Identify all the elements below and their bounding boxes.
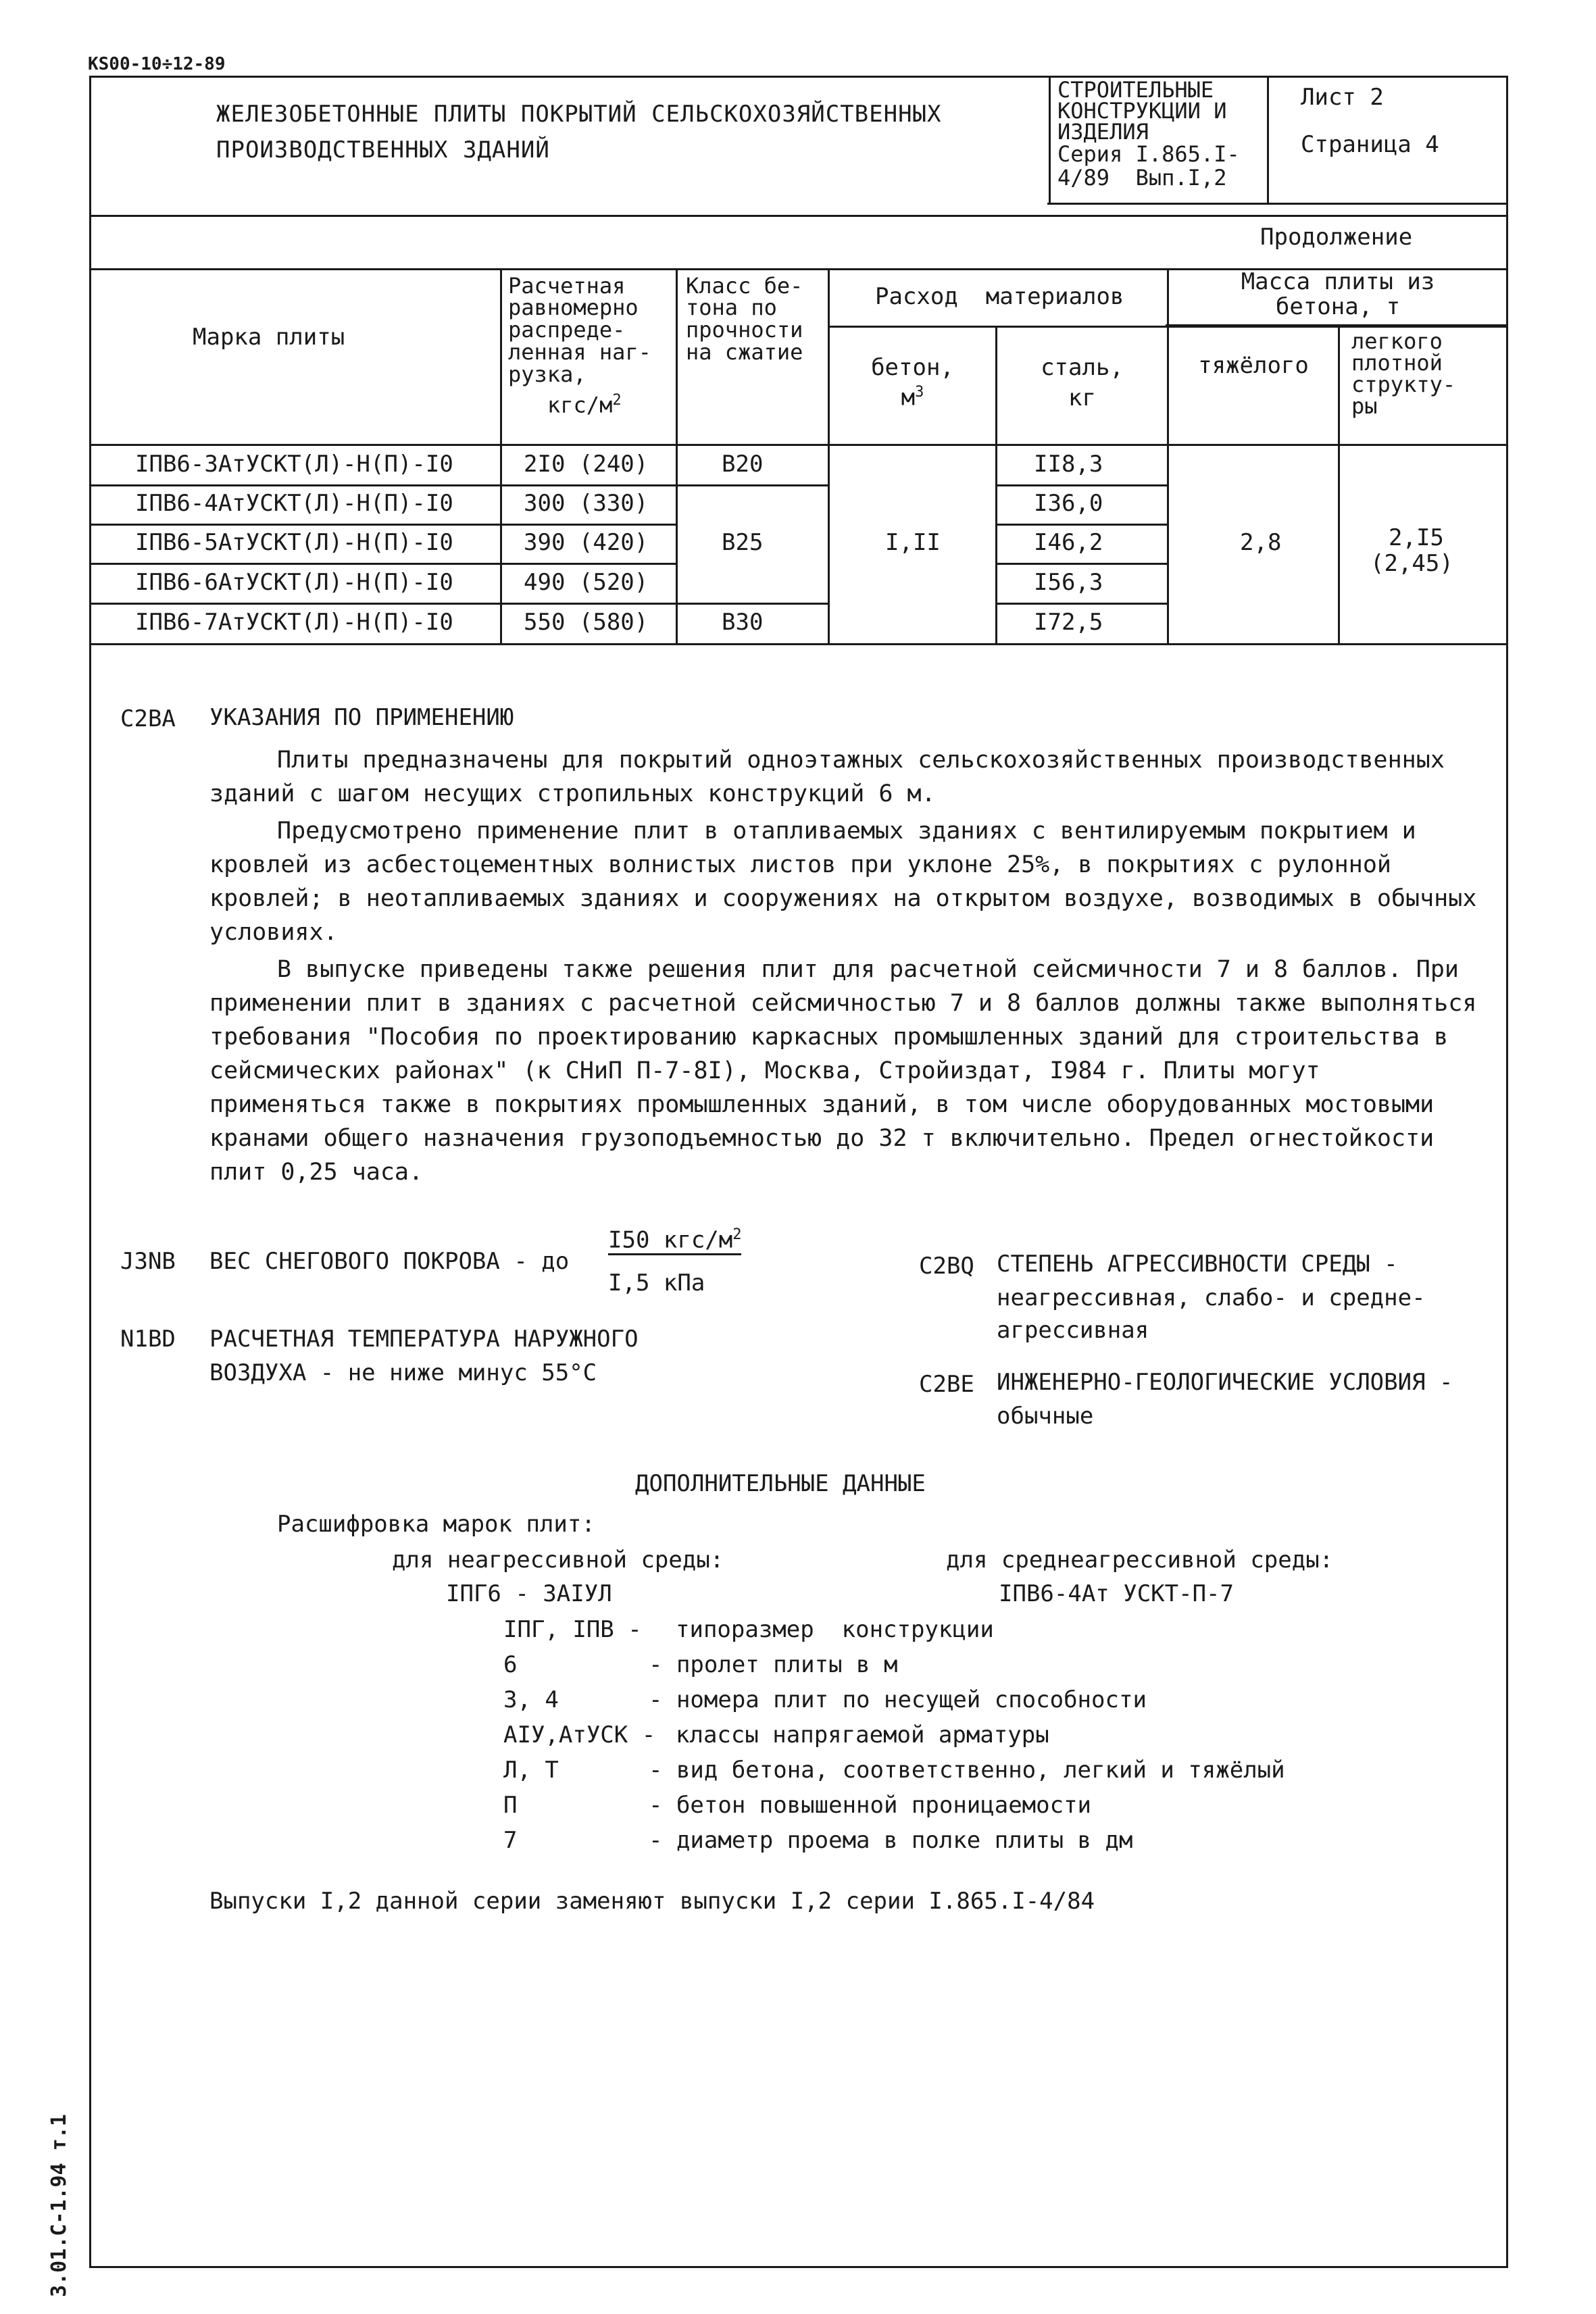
col-header-class-1: Класс бе- <box>686 273 803 299</box>
row2-steel: I36,0 <box>1034 490 1103 517</box>
page-number: Страница 4 <box>1301 131 1439 158</box>
usage-paragraph-1: Плиты предназначены для покрытий одноэтажных сельскохозяйственных производственных зданий с шагом несущих стропильных конструкций 6 м. <box>209 747 1445 807</box>
concrete-volume: I,II <box>885 529 941 556</box>
temp-code: N1BD <box>120 1326 176 1353</box>
doc-title-line1: ЖЕЛЕЗОБЕТОННЫЕ ПЛИТЫ ПОКРЫТИЙ СЕЛЬСКОХОЗЯЙСТВЕННЫХ <box>216 101 942 128</box>
row1-steel: II8,3 <box>1034 451 1103 478</box>
snow-label: ВЕС СНЕГОВОГО ПОКРОВА - до <box>209 1248 570 1275</box>
aggr-line3: агрессивная <box>997 1317 1149 1344</box>
col-header-class-4: на сжатие <box>686 339 803 365</box>
usage-paragraph-2: Предусмотрено применение плит в отапливаемых зданиях с вентилируемым покрытием и кровлей из асбестоцементных волнистых листов при уклоне 25%, в покрытиях с рулонной кровлей; в неотапливаемых зданиях и сооружениях на открытом воздухе, возводимых в обычных условиях. <box>209 818 1477 946</box>
legend-desc-1: типоразмер конструкции <box>676 1616 994 1643</box>
continuation-label: Продолжение <box>1260 224 1413 251</box>
col-header-load-1: Расчетная <box>508 273 626 299</box>
legend-desc-3: - номера плит по несущей способности <box>649 1686 1147 1713</box>
col-header-load-2: равномерно <box>508 295 639 320</box>
row3-mark: IПВ6-5АтУСКТ(Л)-Н(П)-I0 <box>135 529 453 556</box>
row1-load: 2I0 (240) <box>524 451 649 478</box>
row3-load: 390 (420) <box>524 529 649 556</box>
col-header-heavy: тяжёлого <box>1198 352 1309 379</box>
col-header-light-2: плотной <box>1351 350 1443 376</box>
aggr-line2: неагрессивная, слабо- и средне- <box>997 1284 1426 1311</box>
legend-key-1: IПГ, IПВ - <box>503 1616 642 1643</box>
row2-load: 300 (330) <box>524 490 649 517</box>
row4-load: 490 (520) <box>524 569 649 596</box>
temp-line2: ВОЗДУХА - не ниже минус 55°С <box>209 1359 597 1386</box>
class-b20: B20 <box>722 451 764 478</box>
mass-heavy: 2,8 <box>1240 529 1282 556</box>
col-header-load-3: распреде- <box>508 317 626 343</box>
col-header-class-2: тона по <box>686 295 777 320</box>
right-env-label: для среднеагрессивной среды: <box>946 1546 1334 1574</box>
geo-line1: ИНЖЕНЕРНО-ГЕОЛОГИЧЕСКИЕ УСЛОВИЯ - <box>997 1369 1453 1396</box>
snow-load-kpa: I,5 кПа <box>608 1269 705 1297</box>
right-example: IПВ6-4Ат УСКТ-П-7 <box>999 1580 1234 1607</box>
col-header-steel: сталь, <box>1041 354 1124 381</box>
series-line2: КОНСТРУКЦИИ И <box>1057 98 1227 124</box>
col-header-light-3: структу- <box>1351 372 1456 397</box>
mass-light: 2,I5 <box>1389 524 1444 551</box>
col-header-mass-2: бетона, т <box>1275 293 1401 320</box>
snow-load-value: I50 кгс/$м^2$ <box>608 1226 741 1255</box>
col-header-consumption: Расход материалов <box>875 283 1124 310</box>
row5-mark: IПВ6-7АтУСКТ(Л)-Н(П)-I0 <box>135 609 453 636</box>
col-header-light-4: ры <box>1351 393 1378 419</box>
legend-desc-7: - диаметр проема в полке плиты в дм <box>649 1827 1133 1854</box>
col-header-load-5: рузка, <box>508 361 587 387</box>
aggr-code: C2BQ <box>919 1253 974 1280</box>
temp-line1: РАСЧЕТНАЯ ТЕМПЕРАТУРА НАРУЖНОГО <box>209 1326 639 1353</box>
series-line5: 4/89 Вып.I,2 <box>1057 165 1227 191</box>
sheet-number: Лист 2 <box>1301 84 1384 111</box>
class-b30: B30 <box>722 609 764 636</box>
col-header-concrete: бетон, <box>871 354 954 381</box>
aggr-line1: СТЕПЕНЬ АГРЕССИВНОСТИ СРЕДЫ - <box>997 1251 1398 1278</box>
decode-title: Расшифровка марок плит: <box>277 1511 595 1538</box>
col-header-load-unit: кгс/$м^2$ <box>547 392 622 418</box>
col-header-steel-unit: кг <box>1068 384 1096 411</box>
legend-desc-2: - пролет плиты в м <box>649 1651 898 1678</box>
legend-desc-4: классы напрягаемой арматуры <box>676 1721 1049 1749</box>
class-b25: B25 <box>722 529 764 556</box>
legend-key-2: 6 <box>503 1651 518 1678</box>
row5-load: 550 (580) <box>524 609 649 636</box>
row5-steel: I72,5 <box>1034 609 1103 636</box>
legend-desc-6: - бетон повышенной проницаемости <box>649 1792 1092 1819</box>
geo-line2: обычные <box>997 1403 1094 1430</box>
side-document-code: 3.01.C-1.94 т.1 <box>47 2114 71 2297</box>
mass-light-alt: (2,45) <box>1370 550 1453 577</box>
col-header-concrete-unit: $м^3$ <box>901 384 924 411</box>
series-line4: Серия I.865.I- <box>1057 141 1240 167</box>
row4-mark: IПВ6-6АтУСКТ(Л)-Н(П)-I0 <box>135 569 453 596</box>
legend-key-3: 3, 4 <box>503 1686 559 1713</box>
usage-code: C2BA <box>120 705 176 732</box>
usage-heading: УКАЗАНИЯ ПО ПРИМЕНЕНИЮ <box>209 704 514 731</box>
legend-key-6: П <box>503 1792 518 1819</box>
col-header-mark: Марка плиты <box>193 324 345 351</box>
col-header-class-3: прочности <box>686 317 803 343</box>
legend-key-5: Л, Т <box>503 1757 559 1784</box>
row4-steel: I56,3 <box>1034 569 1103 596</box>
snow-code: J3NB <box>120 1248 176 1275</box>
left-env-label: для неагрессивной среды: <box>392 1546 724 1574</box>
col-header-light-1: легкого <box>1351 328 1443 354</box>
geo-code: C2BE <box>919 1371 974 1398</box>
doc-title-line2: ПРОИЗВОДСТВЕННЫХ ЗДАНИЙ <box>216 136 550 164</box>
col-header-mass-1: Масса плиты из <box>1241 268 1435 295</box>
left-example: IПГ6 - 3АIУЛ <box>446 1580 612 1607</box>
row1-mark: IПВ6-3АтУСКТ(Л)-Н(П)-I0 <box>135 451 453 478</box>
series-line1: СТРОИТЕЛЬНЫЕ <box>1057 77 1214 103</box>
row2-mark: IПВ6-4АтУСКТ(Л)-Н(П)-I0 <box>135 490 453 517</box>
usage-paragraph-3: В выпуске приведены также решения плит для расчетной сейсмичности 7 и 8 баллов. При применении плит в зданиях с расчетной сейсмичностью 7 и 8 баллов должны также выполняться требования "Пособия по проектированию каркасных промышленных зданий для строительства в сейсмических районах" (к СНиП П-7-8I), Москва, Стройиздат, I984 г. Плиты могут применяться также в покрытиях промышленных зданий, в том числе оборудованных мостовыми кранами общего назначения грузоподъемностью до 32 т включительно. Предел огнестойкости плит 0,25 часа. <box>209 956 1477 1186</box>
legend-key-4: АIУ,АтУСК - <box>503 1721 656 1749</box>
document-code: KS00-10÷12-89 <box>88 54 226 74</box>
col-header-load-4: ленная наг- <box>508 339 651 365</box>
series-line3: ИЗДЕЛИЯ <box>1057 119 1149 145</box>
extra-heading: ДОПОЛНИТЕЛЬНЫЕ ДАННЫЕ <box>635 1470 926 1497</box>
replaces-note: Выпуски I,2 данной серии заменяют выпуски I,2 серии I.865.I-4/84 <box>209 1888 1095 1915</box>
legend-desc-5: - вид бетона, соответственно, легкий и тяжёлый <box>649 1757 1285 1784</box>
legend-key-7: 7 <box>503 1827 518 1854</box>
row3-steel: I46,2 <box>1034 529 1103 556</box>
